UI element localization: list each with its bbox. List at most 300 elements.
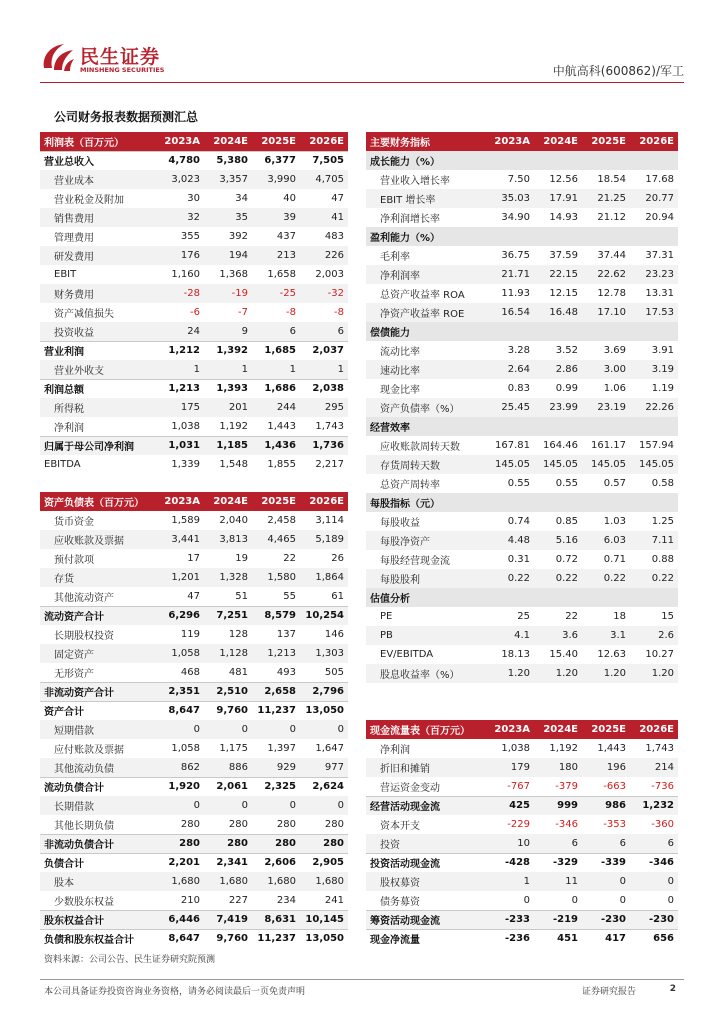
cell-value: 1,192 [219, 420, 248, 432]
cell-value: 145.05 [630, 455, 678, 474]
cell-value: -329 [534, 853, 582, 872]
cell-value: -25 [252, 284, 300, 303]
cell-value: 0.99 [555, 383, 578, 394]
cell-value: 8,647 [156, 929, 204, 948]
cell-value: 1,038 [171, 420, 200, 432]
row-label: 债务募资 [380, 896, 420, 908]
cell-value: 9,760 [204, 701, 252, 720]
cell-value: 23.23 [630, 265, 678, 284]
cell-value: 1,743 [645, 743, 674, 754]
table-row [40, 587, 348, 606]
table-row [366, 246, 678, 265]
row-label: 货币资金 [54, 517, 94, 528]
cell-value: 280 [324, 818, 344, 830]
table-row [40, 834, 348, 853]
cell-value: 5,380 [204, 151, 252, 170]
cell-value: 11 [534, 872, 582, 891]
cell-value: 10 [486, 834, 534, 853]
cell-value: -339 [582, 853, 630, 872]
cell-value: 656 [630, 929, 678, 948]
cell-value: 1,303 [300, 644, 348, 663]
row-label: 营业外收支 [40, 360, 156, 379]
row-label: 销售费用 [40, 208, 156, 227]
cell-value: 37.31 [645, 250, 674, 261]
cell-value [534, 151, 582, 170]
cell-value: 0 [300, 796, 348, 815]
table-row [40, 777, 348, 796]
table-row [366, 493, 678, 512]
cell-value [582, 322, 630, 341]
table-row [40, 929, 348, 948]
row-label: EV/EBITDA [380, 649, 434, 660]
table-row [366, 227, 678, 246]
cell-value: 451 [534, 929, 582, 948]
cell-value: -346 [555, 819, 578, 830]
cell-value: 34.90 [501, 212, 530, 223]
cell-value: 14.93 [549, 212, 578, 223]
cell-value: 0.85 [555, 516, 578, 527]
row-label: 其他流动负债 [40, 758, 156, 777]
cell-value: 10,254 [300, 606, 348, 625]
cell-value: 1,680 [252, 872, 300, 891]
cell-value: 226 [300, 246, 348, 265]
table-row [366, 322, 678, 341]
table-row [366, 758, 678, 777]
cell-value: 3.52 [555, 345, 578, 356]
cell-value [534, 417, 582, 436]
cell-value: 201 [204, 398, 252, 417]
cell-value: 0 [300, 720, 348, 739]
cell-value: -230 [582, 910, 630, 929]
table-row [40, 796, 348, 815]
table-row [366, 910, 678, 929]
cell-value: 11,237 [252, 929, 300, 948]
year-header: 2025E [252, 492, 300, 511]
year-header: 2023A [486, 720, 534, 739]
logo-text-en: MINSHENG SECURITIES [80, 66, 165, 74]
cell-value: 3,990 [252, 170, 300, 189]
cell-value: 0 [204, 796, 252, 815]
cell-value: 6,446 [156, 910, 204, 929]
table-row [40, 227, 348, 246]
cell-value: 4.48 [486, 531, 534, 550]
cell-value: 2,341 [204, 853, 252, 872]
cell-value: 2.64 [486, 360, 534, 379]
table-row [366, 512, 678, 531]
logo-text-cn: 民生证券 [80, 46, 161, 68]
cell-value: 1.20 [534, 664, 582, 683]
row-label: 应付账款及票据 [54, 745, 124, 756]
table-row [366, 151, 678, 170]
cell-value: 986 [582, 796, 630, 815]
income-table-title: 利润表（百万元） [40, 132, 156, 151]
cell-value: 1,128 [204, 644, 252, 663]
cell-value: 1,397 [267, 743, 296, 754]
cell-value: 16.48 [534, 303, 582, 322]
cell-value: 481 [228, 666, 248, 678]
cell-value: 17.10 [582, 303, 630, 322]
table-row [40, 606, 348, 625]
cash-flow-table [366, 720, 678, 948]
cell-value: 0 [630, 872, 678, 891]
table-row [366, 626, 678, 645]
row-label: 营业总收入 [40, 151, 156, 170]
cell-value: 12.56 [549, 174, 578, 185]
cell-value: 1,058 [156, 644, 204, 663]
cell-value: -353 [603, 819, 626, 830]
cell-value [582, 493, 630, 512]
cell-value: 0 [619, 894, 626, 906]
row-label: 预付款项 [54, 555, 94, 566]
table-row [366, 398, 678, 417]
cell-value [582, 227, 630, 246]
cell-value: 4,705 [300, 170, 348, 189]
cell-value: 32 [156, 208, 204, 227]
cell-value: 4.1 [486, 626, 534, 645]
cell-value: 20.77 [630, 189, 678, 208]
table-row [366, 588, 678, 607]
cell-value: -236 [486, 929, 534, 948]
cell-value: 977 [300, 758, 348, 777]
cell-value: 6,296 [156, 606, 204, 625]
cell-value: 1.03 [603, 516, 626, 527]
table-row [40, 303, 348, 322]
company-ticker: 中航高科(600862)/军工 [552, 64, 684, 78]
cell-value: 119 [180, 629, 200, 640]
cell-value: 128 [228, 629, 248, 640]
cell-value: 35 [204, 208, 252, 227]
row-label: 营运资金变动 [380, 782, 440, 794]
cell-value: 39 [252, 208, 300, 227]
cell-value: 5,189 [300, 530, 348, 549]
cell-value: 280 [252, 834, 300, 853]
cell-value: 1,743 [315, 420, 344, 432]
table-row [40, 644, 348, 663]
table-row [366, 739, 678, 758]
cell-value: 1.20 [582, 664, 630, 683]
cell-value: 280 [180, 818, 200, 830]
row-label: 存货 [40, 568, 156, 587]
cell-value: 13,050 [300, 929, 348, 948]
year-header: 2026E [630, 720, 678, 739]
row-label: PE [380, 611, 393, 622]
cell-value: 1,685 [252, 341, 300, 360]
cell-value: 1 [486, 872, 534, 891]
row-label: 所得税 [40, 398, 156, 417]
cell-value: 3.1 [582, 626, 630, 645]
table-row [366, 872, 678, 891]
cell-value: 0.22 [486, 569, 534, 588]
cell-value: 167.81 [495, 440, 530, 451]
year-header: 2026E [300, 132, 348, 151]
cell-value: 1,175 [219, 743, 248, 754]
table-row [366, 170, 678, 189]
table-row [366, 929, 678, 948]
cell-value: 145.05 [582, 455, 630, 474]
cell-value: -7 [238, 307, 248, 318]
table-row [366, 341, 678, 360]
cell-value: -28 [156, 284, 204, 303]
table-row [366, 777, 678, 796]
cell-value: 194 [204, 246, 252, 265]
cell-value: 468 [180, 666, 200, 678]
row-label: 速动比率 [366, 360, 486, 379]
cell-value: 5.16 [534, 531, 582, 550]
cell-value: 425 [486, 796, 534, 815]
cell-value: 862 [156, 758, 204, 777]
row-label: 成长能力（%） [366, 151, 486, 170]
cell-value: 6 [630, 834, 678, 853]
table-row [366, 796, 678, 815]
table-row [40, 436, 348, 455]
cell-value: 0 [156, 720, 204, 739]
cell-value: 180 [534, 758, 582, 777]
cell-value: 12.63 [597, 649, 626, 660]
row-label: 资产负债率（%） [366, 398, 486, 417]
cell-value: 8,647 [156, 701, 204, 720]
cell-value: 15.40 [549, 649, 578, 660]
cell-value [534, 227, 582, 246]
cell-value: 2,003 [315, 269, 344, 280]
cell-value: 1,212 [156, 341, 204, 360]
table-row [366, 834, 678, 853]
cell-value: 1,589 [171, 515, 200, 526]
balance-sheet-table [40, 492, 348, 948]
cell-value: 7.50 [507, 174, 530, 185]
table-row [40, 322, 348, 341]
row-label: EBITDA [44, 459, 81, 470]
cell-value: 1 [252, 360, 300, 379]
cell-value [582, 417, 630, 436]
cell-value: 1,393 [204, 379, 252, 398]
cell-value: 22.26 [630, 398, 678, 417]
cell-value: 1,443 [267, 420, 296, 432]
row-label: 筹资活动现金流 [366, 910, 486, 929]
balance-table-title: 资产负债表（百万元） [40, 492, 156, 511]
cell-value: 234 [276, 894, 296, 906]
row-label: 盈利能力（%） [366, 227, 486, 246]
cell-value: 0 [204, 720, 252, 739]
table-row [366, 360, 678, 379]
table-row [366, 891, 678, 910]
income-statement-table [40, 132, 348, 474]
page-number: 2 [669, 984, 676, 994]
cell-value: 4,780 [156, 151, 204, 170]
cell-value: 0.22 [582, 569, 630, 588]
cell-value: 9,760 [204, 929, 252, 948]
cell-value: 13,050 [300, 701, 348, 720]
table-row [40, 455, 348, 474]
cell-value: 25.45 [486, 398, 534, 417]
minsheng-logo-icon [40, 42, 76, 74]
cell-value: 3.19 [630, 360, 678, 379]
table-row [366, 303, 678, 322]
cell-value: -360 [651, 819, 674, 830]
cell-value: 2,624 [300, 777, 348, 796]
year-header: 2023A [156, 492, 204, 511]
row-label: 营业成本 [40, 170, 156, 189]
cell-value: 10,145 [300, 910, 348, 929]
cell-value: 3.6 [534, 626, 582, 645]
table-row [40, 189, 348, 208]
row-label: EBIT [54, 269, 77, 280]
cell-value: 22.62 [582, 265, 630, 284]
cell-value: 213 [252, 246, 300, 265]
cell-value: 6 [252, 322, 300, 341]
row-label: 其他长期负债 [54, 820, 114, 832]
cell-value: 24 [156, 322, 204, 341]
table-row [366, 189, 678, 208]
cell-value [534, 493, 582, 512]
cell-value: 3.28 [507, 345, 530, 356]
cell-value: 6.03 [582, 531, 630, 550]
cell-value: 22 [283, 553, 296, 564]
header-divider [40, 82, 684, 83]
cell-value: 1,736 [300, 436, 348, 455]
row-label: 流动负债合计 [40, 777, 156, 796]
cell-value: 4,465 [252, 530, 300, 549]
cell-value: 0.57 [603, 478, 626, 489]
cell-value: 1,436 [252, 436, 300, 455]
cell-value: 1,368 [219, 269, 248, 280]
cell-value: 179 [486, 758, 534, 777]
cell-value: 1,864 [300, 568, 348, 587]
table-row [366, 417, 678, 436]
cell-value: -736 [651, 780, 674, 792]
row-label: 归属于母公司净利润 [40, 436, 156, 455]
table-row [40, 663, 348, 682]
cell-value: 3,813 [204, 530, 252, 549]
cell-value: 280 [204, 834, 252, 853]
table-row [366, 645, 678, 664]
cell-value: 929 [252, 758, 300, 777]
cell-value: -346 [630, 853, 678, 872]
cell-value: -233 [486, 910, 534, 929]
cell-value: -8 [334, 307, 344, 318]
cell-value: 0.88 [651, 554, 674, 565]
cell-value: 55 [283, 590, 296, 602]
cell-value: 1.06 [603, 383, 626, 394]
cell-value: 1,855 [267, 459, 296, 470]
table-row [40, 265, 348, 284]
row-label: 现金净流量 [366, 929, 486, 948]
ratios-table-title: 主要财务指标 [366, 132, 486, 151]
cell-value: 0 [252, 720, 300, 739]
cell-value [486, 151, 534, 170]
cell-value: 6 [582, 834, 630, 853]
table-row [40, 625, 348, 644]
cell-value: 22 [565, 611, 578, 622]
table-row [40, 246, 348, 265]
row-label: 存货周转天数 [366, 455, 486, 474]
cell-value: 0.22 [534, 569, 582, 588]
cell-value [486, 417, 534, 436]
table-row [366, 474, 678, 493]
table-header-row [40, 492, 348, 511]
row-label: 现金比率 [380, 385, 420, 396]
table-row [366, 436, 678, 455]
cell-value: 1,328 [204, 568, 252, 587]
cell-value: 161.17 [591, 440, 626, 451]
cell-value: 0.55 [507, 478, 530, 489]
cell-value: 2,658 [252, 682, 300, 701]
cell-value: -19 [204, 284, 252, 303]
row-label: 应收账款及票据 [40, 530, 156, 549]
cell-value [630, 493, 678, 512]
row-label: 非流动负债合计 [40, 834, 156, 853]
cell-value: -229 [507, 819, 530, 830]
cell-value: 18 [613, 611, 626, 622]
row-label: 少数股东权益 [54, 896, 114, 908]
row-label: 应收账款周转天数 [380, 442, 460, 453]
row-label: 毛利率 [380, 252, 410, 263]
cell-value: 1,443 [597, 743, 626, 754]
table-row [40, 910, 348, 929]
row-label: 投资活动现金流 [366, 853, 486, 872]
cell-value: 21.12 [597, 212, 626, 223]
cell-value: 164.46 [543, 440, 578, 451]
row-label: 股本 [40, 872, 156, 891]
year-header: 2023A [156, 132, 204, 151]
table-row [40, 872, 348, 891]
data-source-note: 资料来源：公司公告、民生证券研究院预测 [44, 955, 216, 965]
year-header: 2025E [582, 132, 630, 151]
table-row [366, 208, 678, 227]
cell-value: 21.25 [582, 189, 630, 208]
footer-divider [40, 979, 684, 980]
cell-value: 61 [331, 590, 344, 602]
cell-value: 47 [331, 193, 344, 204]
cell-value: 176 [156, 246, 204, 265]
row-label: 长期借款 [40, 796, 156, 815]
cell-value: 483 [324, 231, 344, 242]
cell-value: -6 [190, 307, 200, 318]
row-label: 其他流动资产 [54, 592, 114, 604]
cell-value: 214 [630, 758, 678, 777]
row-label: 资产减值损失 [54, 309, 114, 320]
row-label: 无形资产 [54, 668, 94, 680]
row-label: 投资 [366, 834, 486, 853]
cell-value: 1.25 [651, 516, 674, 527]
cashflow-table-title: 现金流量表（百万元） [366, 720, 486, 739]
row-label: 经营活动现金流 [366, 796, 486, 815]
row-label: 每股净资产 [366, 531, 486, 550]
row-label: 净利润 [380, 745, 410, 756]
row-label: 股东权益合计 [40, 910, 156, 929]
cell-value: 15 [661, 611, 674, 622]
cell-value: 1,038 [501, 743, 530, 754]
row-label: 投资收益 [40, 322, 156, 341]
cell-value: 7,251 [204, 606, 252, 625]
cell-value: 145.05 [534, 455, 582, 474]
table-row [366, 284, 678, 303]
cell-value [630, 227, 678, 246]
row-label: 负债和股东权益合计 [40, 929, 156, 948]
cell-value: 11,237 [252, 701, 300, 720]
cell-value: 0.55 [555, 478, 578, 489]
row-label: 净利润 [54, 422, 84, 434]
row-label: 非流动资产合计 [40, 682, 156, 701]
cell-value [582, 151, 630, 170]
table-row [40, 891, 348, 910]
cell-value: 1,160 [171, 269, 200, 280]
cell-value: 1,185 [204, 436, 252, 455]
cell-value: 0.58 [651, 478, 674, 489]
table-row [366, 265, 678, 284]
cell-value: 145.05 [486, 455, 534, 474]
cell-value: 1,680 [156, 872, 204, 891]
cell-value: 280 [228, 818, 248, 830]
